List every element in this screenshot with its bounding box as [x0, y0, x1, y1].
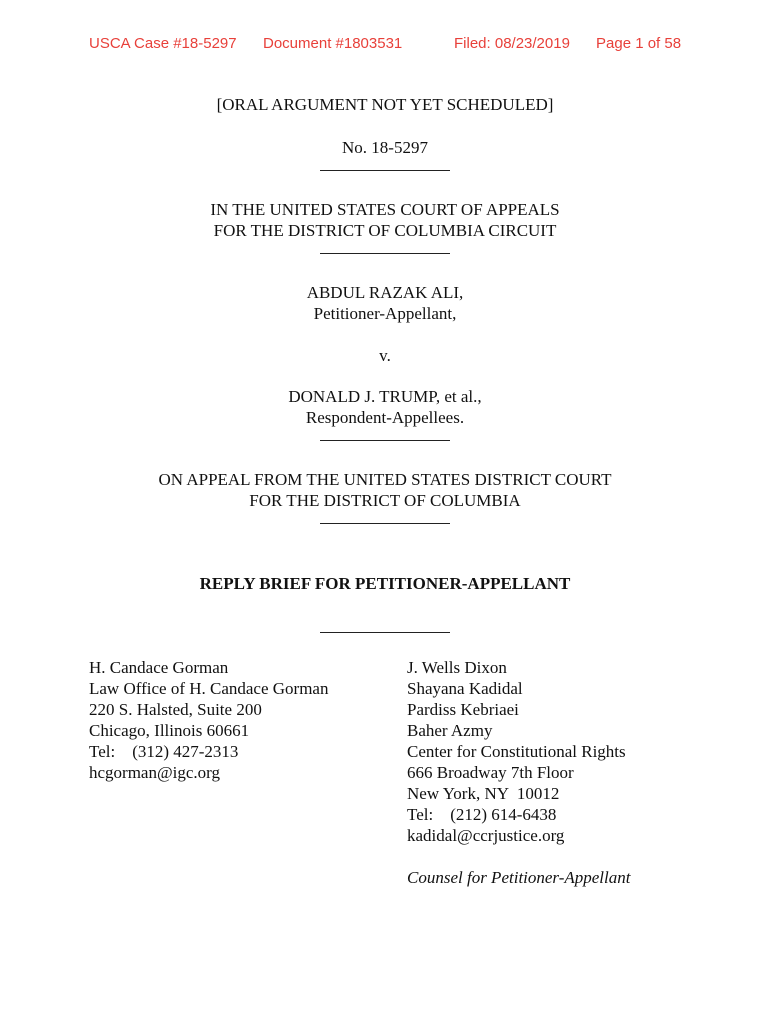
appellant-role: Petitioner-Appellant,	[313, 304, 457, 323]
divider-rule	[320, 523, 450, 525]
oral-argument-notice: [ORAL ARGUMENT NOT YET SCHEDULED]	[216, 95, 554, 114]
brief-title: REPLY BRIEF FOR PETITIONER-APPELLANT	[199, 574, 571, 593]
counsel-city: Chicago, Illinois 60661	[89, 721, 250, 740]
counsel-email: hcgorman@igc.org	[89, 763, 221, 782]
page-count-stamp: Page 1 of 58	[596, 35, 682, 52]
divider-rule	[320, 440, 450, 442]
counsel-right-block	[407, 657, 630, 888]
appeal-from-line-2: FOR THE DISTRICT OF COLUMBIA	[249, 491, 521, 510]
counsel-phone: Tel: (212) 614-6438	[407, 805, 557, 824]
counsel-name: Shayana Kadidal	[407, 679, 523, 698]
counsel-left-block	[89, 657, 328, 783]
appellee-name: DONALD J. TRUMP, et al.,	[288, 387, 482, 406]
counsel-name: Baher Azmy	[407, 721, 493, 740]
counsel-phone: Tel: (312) 427-2313	[89, 742, 239, 761]
filing-header	[0, 35, 770, 55]
counsel-email: kadidal@ccrjustice.org	[407, 826, 565, 845]
docket-number: No. 18-5297	[342, 138, 428, 157]
case-number-stamp: USCA Case #18-5297	[89, 35, 237, 52]
divider-rule	[320, 170, 450, 172]
appellant-name: ABDUL RAZAK ALI,	[306, 283, 464, 302]
counsel-firm: Law Office of H. Candace Gorman	[89, 679, 329, 698]
appeal-from-line-1: ON APPEAL FROM THE UNITED STATES DISTRICT COURT	[158, 470, 612, 489]
counsel-name: H. Candace Gorman	[89, 658, 229, 677]
counsel-name: Pardiss Kebriaei	[407, 700, 519, 719]
divider-rule	[320, 253, 450, 255]
spacer	[407, 846, 630, 867]
document-number-stamp: Document #1803531	[263, 35, 403, 52]
appellee-role: Respondent-Appellees.	[305, 408, 465, 427]
versus: v.	[379, 346, 391, 365]
counsel-name: J. Wells Dixon	[407, 658, 507, 677]
counsel-address: 666 Broadway 7th Floor	[407, 763, 574, 782]
counsel-designation: Counsel for Petitioner-Appellant	[407, 868, 631, 887]
counsel-address: 220 S. Halsted, Suite 200	[89, 700, 262, 719]
court-name-line-2: FOR THE DISTRICT OF COLUMBIA CIRCUIT	[213, 221, 557, 240]
filed-date-stamp: Filed: 08/23/2019	[454, 35, 570, 52]
counsel-organization: Center for Constitutional Rights	[407, 742, 626, 761]
counsel-city: New York, NY 10012	[407, 784, 560, 803]
court-name-line-1: IN THE UNITED STATES COURT OF APPEALS	[210, 200, 560, 219]
divider-rule	[320, 632, 450, 634]
